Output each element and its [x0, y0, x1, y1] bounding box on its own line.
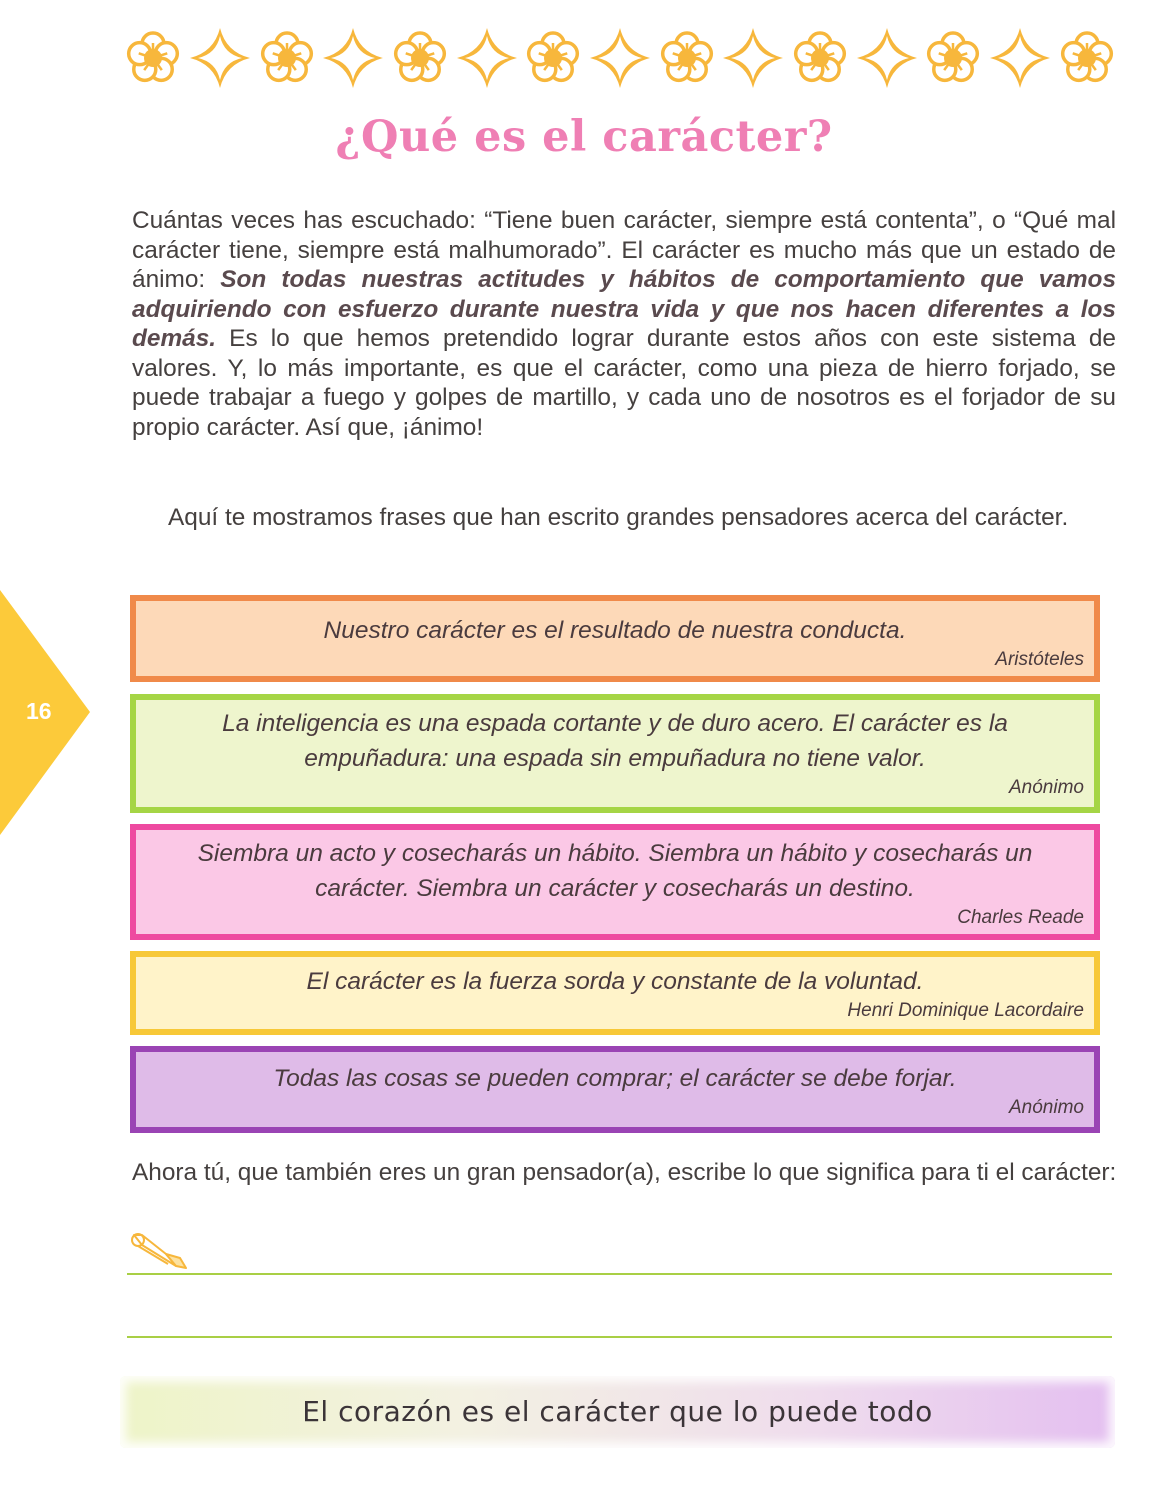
quote-text: El carácter es la fuerza sorda y constante de la voluntad.	[306, 968, 924, 995]
star-icon	[721, 26, 785, 90]
star-icon	[588, 26, 652, 90]
quote-text: Nuestro carácter es el resultado de nuestra conducta.	[323, 617, 907, 644]
quote-text: La inteligencia es una espada cortante y de duro acero. El carácter es la empuñadura: una espada sin empuñadura no tiene valor.	[222, 710, 1008, 772]
quote-author: Henri Dominique Lacordaire	[847, 1000, 1084, 1021]
lead-in-paragraph: Aquí te mostramos frases que han escrito grandes pensadores acerca del carácter.	[168, 504, 1069, 531]
page-number: 16	[26, 698, 52, 724]
flower-icon	[921, 26, 985, 90]
answer-line[interactable]	[127, 1273, 1112, 1275]
intro-paragraph	[132, 206, 1116, 442]
flower-icon	[655, 26, 719, 90]
flower-icon	[388, 26, 452, 90]
answer-line[interactable]	[127, 1336, 1112, 1338]
intro-text-start: Cuántas veces has escuchado: “Tiene buen carácter, siempre está contenta”, o “Qué mal carácter tiene, siempre está malhumorado”. El carácter es mucho más que un estado de ánimo:	[132, 207, 1116, 293]
quote-box	[130, 951, 1100, 1035]
ornament-border	[120, 26, 1120, 90]
quote-text: Siembra un acto y cosecharás un hábito. Siembra un hábito y cosecharás un carácter. Siembra un carácter y cosecharás un destino.	[197, 840, 1033, 902]
quote-box	[130, 1046, 1100, 1133]
quote-author: Anónimo	[1009, 777, 1084, 798]
quote-author: Anónimo	[1009, 1097, 1084, 1118]
quote-author: Aristóteles	[995, 649, 1084, 670]
quote-text: Todas las cosas se pueden comprar; el carácter se debe forjar.	[273, 1065, 957, 1092]
exercise-prompt: Ahora tú, que también eres un gran pensador(a), escribe lo que significa para ti el carácter:	[132, 1159, 1117, 1186]
motto-banner: El corazón es el carácter que lo puede todo	[120, 1376, 1115, 1448]
quote-box	[130, 824, 1100, 940]
quote-author: Charles Reade	[957, 907, 1084, 928]
quote-box	[130, 694, 1100, 813]
flower-icon	[255, 26, 319, 90]
star-icon	[455, 26, 519, 90]
star-icon	[988, 26, 1052, 90]
star-icon	[188, 26, 252, 90]
page-title: ¿Qué es el carácter?	[335, 112, 833, 162]
flower-icon	[788, 26, 852, 90]
star-icon	[855, 26, 919, 90]
intro-emphasis: Son todas nuestras actitudes y hábitos de comportamiento que vamos adquiriendo con esfuerzo durante nuestra vida y que nos hacen diferentes a los demás.	[132, 266, 1117, 352]
flower-icon	[521, 26, 585, 90]
flower-icon	[121, 26, 185, 90]
flower-icon	[1055, 26, 1119, 90]
pencil-icon	[128, 1230, 188, 1270]
quote-box	[130, 595, 1100, 682]
star-icon	[321, 26, 385, 90]
intro-text-end: Es lo que hemos pretendido lograr durante estos años con este sistema de valores. Y, lo más importante, es que el carácter, como una pieza de hierro forjado, se puede trabajar a fuego y golpes de martillo, y cada uno de nosotros es el forjador de su propio carácter. Así que, ¡ánimo!	[132, 325, 1116, 441]
